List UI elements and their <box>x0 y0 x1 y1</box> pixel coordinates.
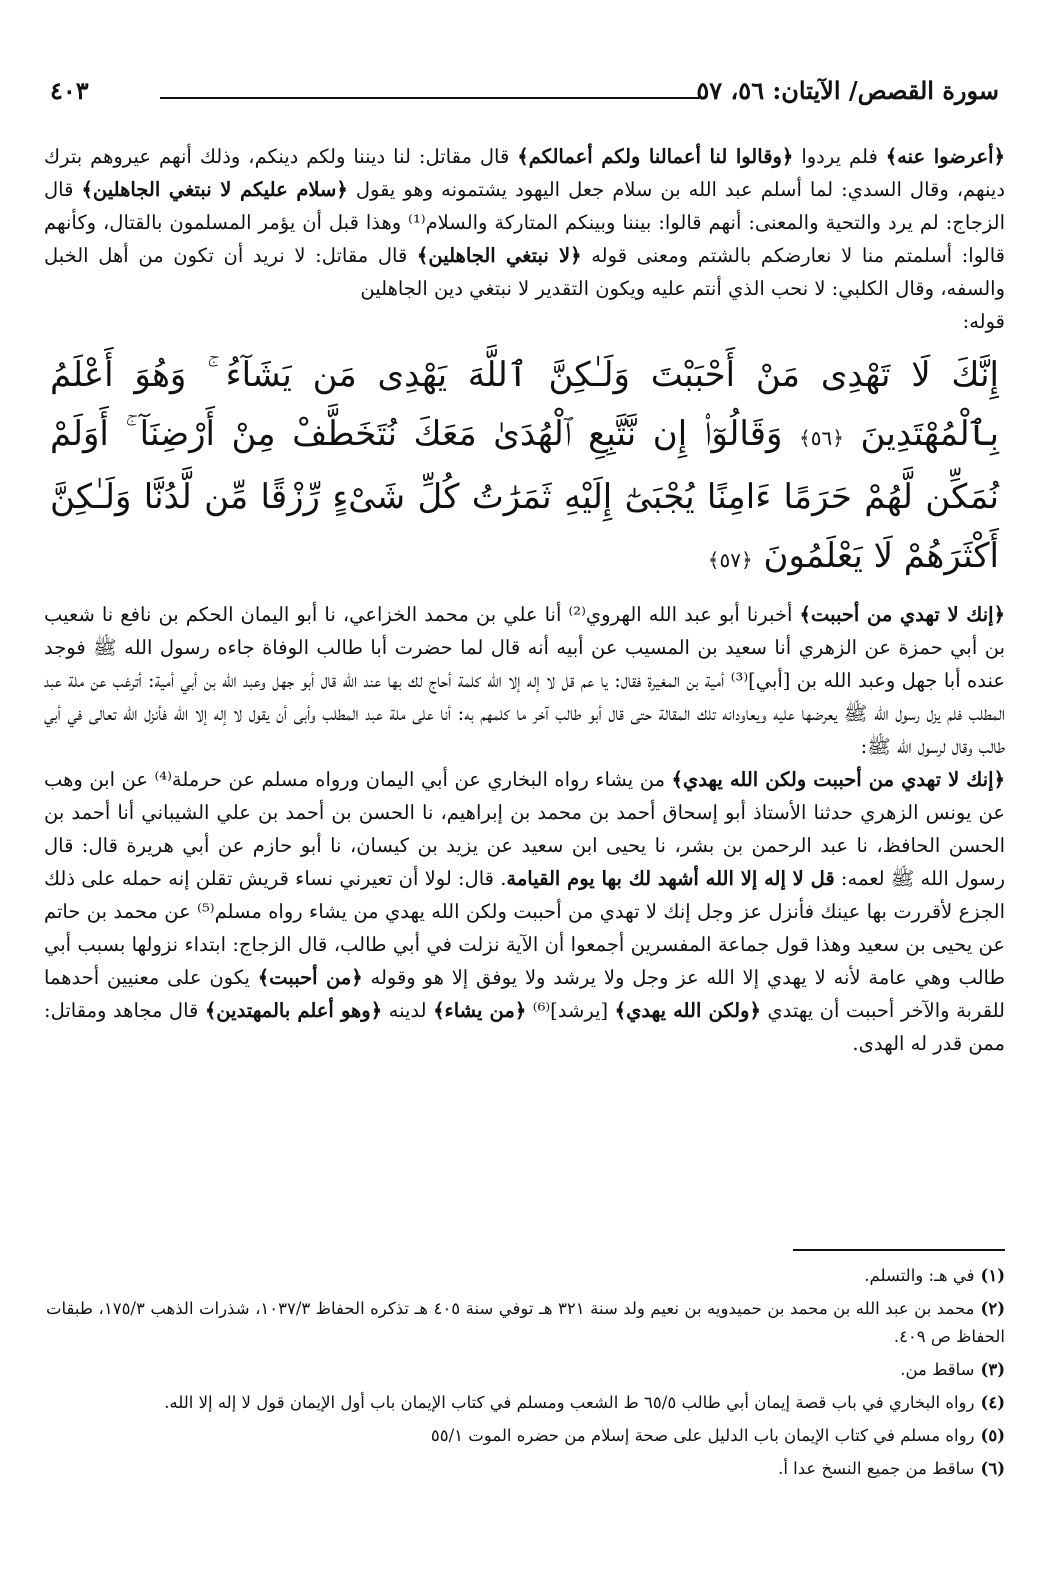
verse-57: وَقَالُوٓا۟ إِن نَّتَّبِعِ ٱلْهُدَىٰ مَعَكَ نُتَخَطَّفْ مِنْ أَرْضِنَآ ۚ أَوَلَمْ نُمَكِّن لَّهُمْ حَرَمًا ءَامِنًا يُجْبَىٰٓ إِلَيْهِ ثَمَرَٰتُ كُلِّ شَىْءٍ رِّزْقًا مِّن لَّدُنَّا وَلَـٰكِنَّ أَكْثَرَهُمْ لَا يَعْلَمُونَ <box>50 414 999 576</box>
footnote-text: رواه البخاري في باب قصة إيمان أبي طالب ٦٥/٥ ط الشعب ومسلم في كتاب الإيمان باب أول الإيمان قول لا إله إلا الله. <box>164 1393 975 1412</box>
text-run: [يرشد]⁽⁶⁾ <box>526 999 615 1022</box>
text-run: يكون على معنيين أحدهما للقربة والآخر أحببت أن يهتدي <box>44 966 1005 1022</box>
footnote-label: (٢) <box>980 1299 1005 1318</box>
ayah-marker-56: ﴿٥٦﴾ <box>799 426 844 450</box>
hadith-quote: قل لا إله إلا الله أشهد لك بها يوم القيامة <box>506 867 835 890</box>
paragraph-4 <box>44 763 1005 1060</box>
footnote-label: (١) <box>980 1266 1005 1285</box>
text-run: قال مجاهد ومقاتل: ممن قدر له الهدى. <box>44 999 1005 1055</box>
footnote-label: (٤) <box>980 1393 1005 1412</box>
page-number: ٤٠٣ <box>50 76 89 105</box>
footnote-label: (٦) <box>980 1459 1005 1478</box>
quoted-verse: ﴿سلام عليكم لا نبتغي الجاهلين﴾ <box>81 178 348 201</box>
text-run: فلم يردوا <box>793 145 886 168</box>
quoted-verse: ﴿وقالوا لنا أعمالنا ولكم أعمالكم﴾ <box>517 145 794 168</box>
header-title: سورة القصص/ الآيتان: ٥٦، ٥٧ <box>696 76 999 105</box>
header-rule <box>160 97 699 99</box>
footnote-text: محمد بن عبد الله بن محمد بن حميدويه بن نعيم ولد سنة ٣٢١ هـ توفي سنة ٤٠٥ هـ تذكره الحفاظ ١٠٣٧/٣، شذرات الذهب ١٧٥/٣، طبقات الحفاظ ص ٤٠٩. <box>46 1299 1005 1346</box>
text-run: قال مقاتل: لنا ديننا ولكم دينكم، وذلك أنهم عيروهم بترك دينهم، وقال السدي: لما أسلم عبد الله بن سلام جعل اليهود يشتمونه وهو يقول <box>44 145 1006 201</box>
footnote-rule <box>793 1249 1005 1251</box>
main-text <box>44 140 1005 1060</box>
footnote-5 <box>46 1422 1005 1450</box>
text-run: قال مقاتل: لا نريد أن تكون من أهل الخبل والسفه، وقال الكلبي: لا نحب الذي أنتم عليه ويكون التقدير لا نبتغي دين الجاهلين <box>44 244 1005 300</box>
text-run: أخبرنا أبو عبد الله الهروي⁽²⁾ أنا علي بن محمد الخزاعي، نا أبو اليمان الحكم بن نافع نا شعيب بن أبي حمزة عن الزهري أنا سعيد بن المسيب عن أبيه أنه قال لما حضرت أبا طالب الوفاة جاءه رسول الله ﷺ فوجد عنده أبا جهل وعبد الله بن [أبي]⁽³⁾ أمية بن المغيرة فقال: يا عم قل لا إله إلا الله كلمة أحاج لك بها عند الله قال أبو جهل وعبد الله بن أبي أمية: أترغب عن ملة عبد المطلب فلم يزل رسول الله ﷺ يعرضها عليه ويعاودانه تلك المقالة حتى قال أبو طالب آخر ما كلمهم به: أنا على ملة عبد المطلب وأبى أن يقول لا إله إلا الله فأنزل الله تعالى في أبي طالب وقال لرسول الله ﷺ: <box>44 603 1005 758</box>
footnote-label: (٥) <box>980 1426 1005 1445</box>
quoted-verse: ﴿ولكن الله يهدي﴾ <box>614 999 761 1022</box>
footnote-text: ساقط من. <box>900 1360 975 1379</box>
footnote-1 <box>46 1262 1005 1290</box>
quoted-verse: ﴿لا نبتغي الجاهلين﴾ <box>416 244 582 267</box>
footnote-3 <box>46 1356 1005 1384</box>
footnote-6 <box>46 1455 1005 1483</box>
text-run: قال الزجاج: لم يرد والتحية والمعنى: أنهم قالوا: بيننا وبينكم المتاركة والسلام⁽¹⁾ وهذا قبل أن يؤمر المسلمون بالقتال، وكأنهم قالوا: أسلمتم منا لا نعارضكم بالشتم ومعنى قوله <box>44 178 1006 267</box>
quoted-verse: ﴿أعرضوا عنه﴾ <box>885 145 1005 168</box>
footnote-label: (٣) <box>980 1360 1005 1379</box>
footnote-4 <box>46 1389 1005 1417</box>
footnotes <box>46 1262 1005 1488</box>
verse-56: إِنَّكَ لَا تَهْدِى مَنْ أَحْبَبْتَ وَلَـٰكِنَّ ٱللَّهَ يَهْدِى مَن يَشَآءُ ۚ وَهُوَ أَعْلَمُ بِٱلْمُهْتَدِينَ <box>50 355 999 454</box>
text-run: . قال: لولا أن تعيرني نساء قريش تقلن إنه حمله على ذلك الجزع لأقررت بها عينك فأنزل عز وجل إنك لا تهدي من أحببت ولكن الله يهدي من يشاء رواه مسلم⁽⁵⁾ عن محمد بن حاتم عن يحيى بن سعيد وهذا قول جماعة المفسرين أجمعوا أن الآية نزلت في أبي طالب، قال الزجاج: ابتداء نزولها بسبب أبي طالب وهي عامة لأنه لا يهدي إلا الله عز وجل ولا يرشد ولا يوفق إلا هو وقوله <box>44 867 1005 989</box>
quoted-verse: ﴿إنك لا تهدي من أحببت﴾ <box>799 603 1006 626</box>
footnote-text: في هـ: والتسلم. <box>864 1266 975 1285</box>
quoted-verse: ﴿إنك لا تهدي من أحببت ولكن الله يهدي﴾ <box>671 768 1006 791</box>
footnote-text: رواه مسلم في كتاب الإيمان باب الدليل على صحة إسلام من حضره الموت ٥٥/١ <box>430 1426 975 1445</box>
paragraph-3 <box>44 598 1005 763</box>
quoted-verse: ﴿من أحببت﴾ <box>257 966 363 989</box>
running-header <box>50 76 999 116</box>
quoted-verse: ﴿وهو أعلم بالمهتدين﴾ <box>204 999 383 1022</box>
paragraph-2: قوله: <box>962 310 1005 333</box>
footnote-text: ساقط من جميع النسخ عدا أ. <box>778 1459 975 1478</box>
text-run: من يشاء رواه البخاري عن أبي اليمان ورواه مسلم عن حرملة⁽⁴⁾ عن ابن وهب عن يونس الزهري حدثنا الأستاذ أبو إسحاق أحمد بن محمد بن إبراهيم، نا الحسن بن أحمد بن علي الشيباني أنا أحمد بن الحسن الحافظ، نا عبد الرحمن بن بشر، نا يحيى ابن سعيد عن يزيد بن كيسان، نا أبو حازم عن أبي هريرة قال: قال رسول الله ﷺ لعمه: <box>44 768 1006 890</box>
quran-verses <box>50 346 999 590</box>
text-run: لدينه <box>382 999 434 1022</box>
paragraph-1 <box>44 140 1005 305</box>
quoted-verse: ﴿من يشاء﴾ <box>433 999 527 1022</box>
ayah-marker-57: ﴿٥٧﴾ <box>707 548 753 572</box>
footnote-2 <box>46 1295 1005 1351</box>
